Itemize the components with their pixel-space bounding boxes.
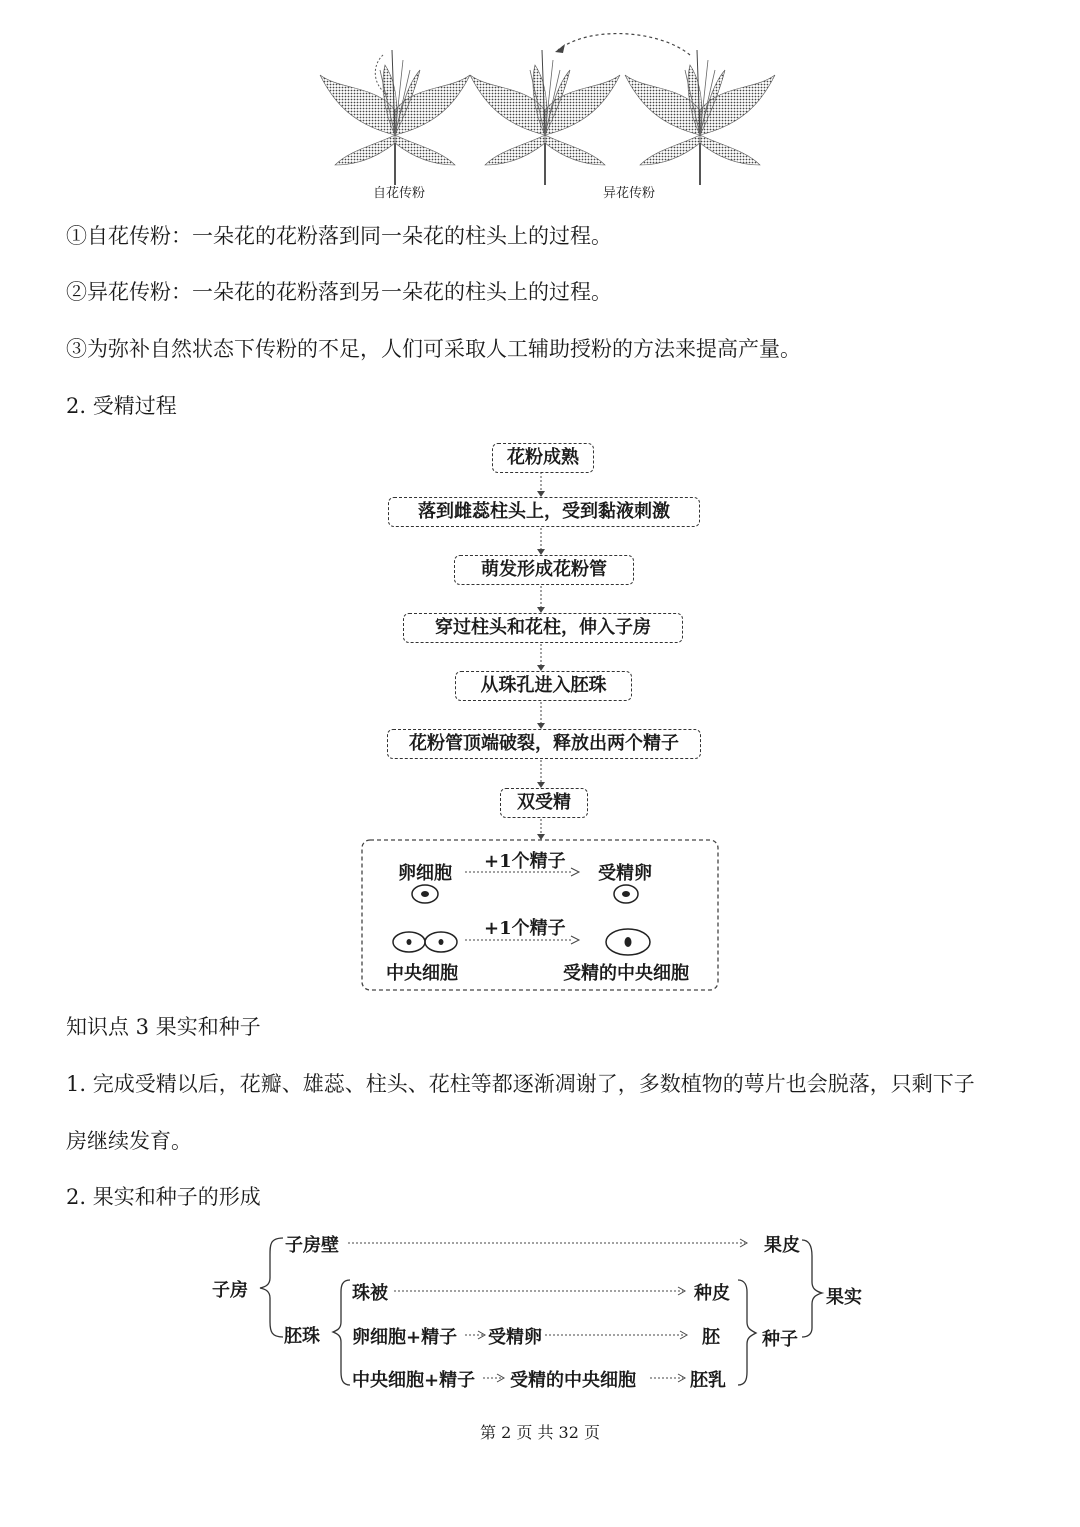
flow-step-pollen-mature: 花粉成熟 [492, 443, 594, 473]
embryo-label: 胚 [702, 1327, 720, 1348]
fert-central-fruit-label: 受精的中央细胞 [510, 1370, 636, 1391]
k3-fruit-seed-title: 2. 果实和种子的形成 [66, 1185, 261, 1209]
plus-sperm-label-1: +1个精子 [484, 851, 566, 872]
self-pollination-caption: 自花传粉 [373, 186, 426, 201]
pericarp-label: 果皮 [764, 1235, 800, 1256]
page-footer: 第 2 页 共 32 页 [480, 1423, 600, 1442]
zygote-fruit-label: 受精卵 [488, 1327, 542, 1348]
section-fertilization-title: 2. 受精过程 [66, 394, 177, 418]
k3-paragraph1-line2: 房继续发育。 [66, 1129, 192, 1153]
zygote-label: 受精卵 [598, 863, 652, 884]
plus-sperm-label-2: +1个精子 [484, 918, 566, 939]
flow-step-double-fertilization: 双受精 [500, 788, 588, 818]
k3-paragraph1-line1: 1. 完成受精以后，花瓣、雄蕊、柱头、花柱等都逐渐凋谢了，多数植物的萼片也会脱落，只剩下子 [66, 1072, 975, 1096]
integument-label: 珠被 [352, 1283, 388, 1304]
knowledge3-title: 知识点 3 果实和种子 [66, 1015, 261, 1039]
ovule-label: 胚珠 [284, 1326, 320, 1347]
cross-pollination-caption: 异花传粉 [603, 186, 656, 201]
ovary-label: 子房 [212, 1280, 248, 1301]
point-self-pollination: ①自花传粉：一朵花的花粉落到同一朵花的柱头上的过程。 [66, 224, 612, 248]
egg-plus-sperm-label: 卵细胞+精子 [352, 1327, 458, 1348]
ovary-wall-label: 子房壁 [285, 1235, 339, 1256]
fruit-label: 果实 [826, 1287, 862, 1308]
flow-step-release-sperm: 花粉管顶端破裂，释放出两个精子 [387, 729, 701, 759]
flow-step-land-on-stigma: 落到雌蕊柱头上，受到黏液刺激 [388, 497, 700, 527]
seed-label: 种子 [762, 1329, 798, 1350]
central-plus-sperm-label: 中央细胞+精子 [352, 1370, 476, 1391]
egg-cell-label: 卵细胞 [398, 863, 452, 884]
flow-step-through-style: 穿过柱头和花柱，伸入子房 [403, 613, 683, 643]
flow-step-pollen-tube: 萌发形成花粉管 [454, 555, 634, 585]
seed-coat-label: 种皮 [694, 1283, 730, 1304]
fertilized-central-cell-label: 受精的中央细胞 [563, 963, 689, 984]
point-cross-pollination: ②异花传粉：一朵花的花粉落到另一朵花的柱头上的过程。 [66, 280, 612, 304]
endosperm-label: 胚乳 [690, 1370, 726, 1391]
central-cell-label: 中央细胞 [386, 963, 458, 984]
flow-step-enter-ovule: 从珠孔进入胚珠 [455, 671, 632, 701]
point-artificial-pollination: ③为弥补自然状态下传粉的不足，人们可采取人工辅助授粉的方法来提高产量。 [66, 337, 801, 361]
